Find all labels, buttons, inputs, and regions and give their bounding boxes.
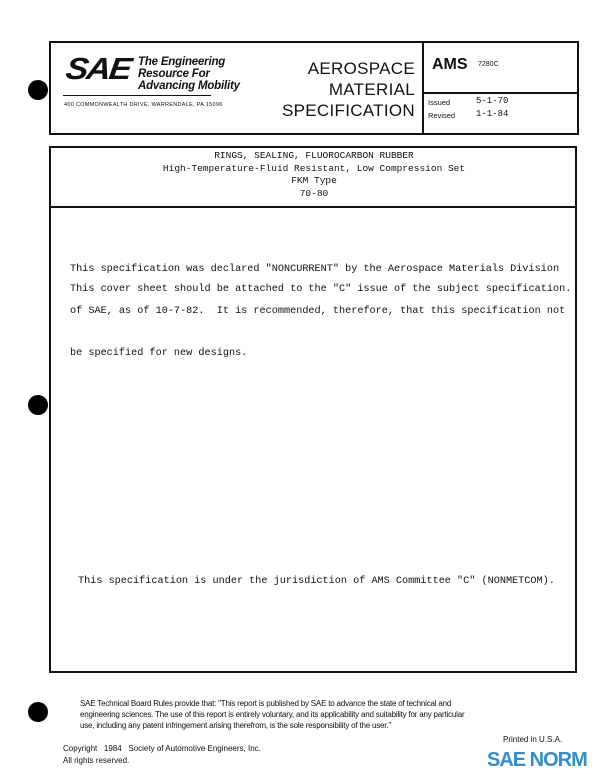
- paragraph-line: of SAE, as of 10-7-82. It is recommended, therefore, that this specification not: [70, 306, 566, 317]
- issued-date: 5-1-70: [476, 96, 509, 106]
- punch-hole: [28, 80, 48, 100]
- doc-type-line: MATERIAL: [328, 80, 415, 99]
- spec-title: [60, 150, 568, 200]
- cover-sheet-paragraph: This cover sheet should be attached to the "C" issue of the subject specification.: [70, 284, 572, 295]
- doc-type-line: AEROSPACE: [307, 59, 415, 78]
- body-box: [49, 146, 577, 673]
- revised-date: 1-1-84: [476, 109, 509, 119]
- sae-norm-watermark: SAE NORM: [487, 749, 587, 771]
- logo-rule: [63, 95, 211, 96]
- tagline-line: The Engineering: [138, 56, 226, 68]
- rules-line: engineering sciences. The use of this report is entirely voluntary, and its applicability and suitability for any particular: [80, 710, 465, 719]
- paragraph-line: be specified for new designs.: [70, 348, 248, 359]
- title-line: High-Temperature-Fluid Resistant, Low Compression Set: [162, 162, 466, 174]
- doc-type-line: SPECIFICATION: [282, 101, 415, 120]
- issued-label: Issued: [428, 98, 451, 107]
- sae-tagline: [138, 56, 240, 92]
- rules-line: SAE Technical Board Rules provide that: "This report is published by SAE to advance the state of technical and: [80, 699, 452, 708]
- ams-label: AMS: [432, 56, 468, 73]
- rules-line: use, including any patent infringement arising therefrom, is the sole responsibility of the user.": [80, 721, 391, 730]
- punch-hole: [28, 702, 48, 722]
- revised-label: Revised: [428, 111, 456, 120]
- copyright: Copyright 1984 Society of Automotive Engineers, Inc.: [63, 744, 261, 753]
- rights-reserved: All rights reserved.: [63, 756, 130, 765]
- title-divider: [49, 206, 577, 208]
- jurisdiction-paragraph: This specification is under the jurisdiction of AMS Committee "C" (NONMETCOM).: [78, 576, 555, 587]
- ams-number: 7280C: [478, 61, 499, 68]
- printed-in-usa: Printed in U.S.A.: [503, 735, 563, 744]
- header-divider: [422, 41, 424, 135]
- sae-address: 400 COMMONWEALTH DRIVE, WARRENDALE, PA 15096: [64, 102, 223, 108]
- noncurrent-paragraph: [70, 235, 565, 375]
- tagline-line: Advancing Mobility: [138, 80, 240, 92]
- title-line: RINGS, SEALING, FLUOROCARBON RUBBER: [214, 150, 414, 161]
- tagline-line: Resource For: [138, 68, 210, 80]
- title-line: FKM Type: [291, 175, 337, 186]
- title-line: 70-80: [299, 187, 329, 199]
- sae-logo: SAE: [63, 51, 133, 87]
- ams-divider: [422, 92, 579, 94]
- document-type: [270, 58, 415, 121]
- technical-board-rules: [80, 698, 464, 731]
- paragraph-line: This specification was declared "NONCURRENT" by the Aerospace Materials Division: [70, 264, 560, 275]
- punch-hole: [28, 395, 48, 415]
